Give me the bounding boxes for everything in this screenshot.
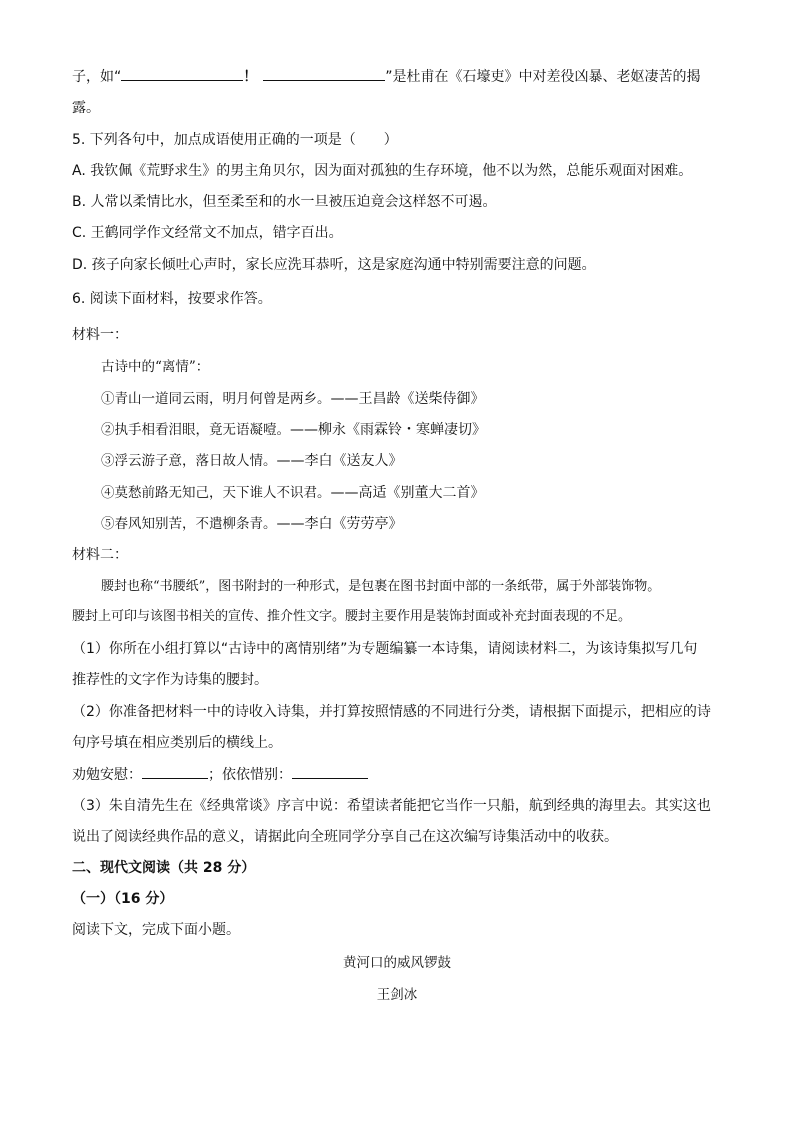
category-fill-line — [72, 764, 368, 785]
poem-verse: ②执手相看泪眼，竟无语凝噎。 — [101, 422, 290, 438]
poem-line — [101, 483, 485, 503]
q5-stem: 5. 下列各句中，加点成语使用正确的一项是（ ） — [72, 132, 398, 148]
poem-source: ——李白《劳劳亭》 — [276, 516, 403, 532]
sub-question-3: （3）朱自清先生在《经典常谈》序言中说：希望读者能把它当作一只船，航到经典的海里去。其实这也 — [72, 798, 711, 814]
q6-stem: 6. 阅读下面材料，按要求作答。 — [72, 291, 272, 307]
answer-blank-2[interactable] — [263, 66, 385, 81]
article-title: 黄河口的威风锣鼓 — [343, 955, 451, 971]
poem-source: ——李白《送友人》 — [276, 453, 403, 469]
q5-option-d: D. 孩子向家长倾吐心声时，家长应洗耳恭听，这是家庭沟通中特别需要注意的问题。 — [72, 257, 596, 273]
sub-question-2: （2）你准备把材料一中的诗收入诗集，并打算按照情感的不同进行分类，请根据下面提示，把相应的诗 — [72, 704, 711, 720]
poem-line — [101, 451, 403, 471]
poem-verse: ④莫愁前路无知己，天下谁人不识君。 — [101, 485, 331, 501]
q4-prefix: 子，如“ — [72, 69, 122, 85]
q5-option-b: B. 人常以柔情比水，但至柔至和的水一旦被压迫竟会这样怒不可遏。 — [72, 194, 497, 210]
section-heading: 二、现代文阅读（共 28 分） — [72, 860, 256, 876]
poem-source: ——柳永《雨霖铃・寒蝉凄切》 — [290, 422, 486, 438]
material2-label: 材料二： — [72, 547, 128, 563]
q5-option-a: A. 我钦佩《荒野求生》的男主角贝尔，因为面对孤独的生存环境，他不以为然，总能乐观面对困难。 — [72, 163, 693, 179]
poem-verse: ③浮云游子意，落日故人情。 — [101, 453, 277, 469]
poem-line — [101, 420, 486, 440]
answer-blank-1[interactable] — [121, 66, 243, 81]
category-separator: ； — [208, 767, 222, 783]
sub-question-3-cont: 说出了阅读经典作品的意义，请据此向全班同学分享自己在这次编写诗集活动中的收获。 — [72, 829, 618, 845]
poem-line — [101, 389, 485, 409]
poem-source: ——高适《别董大二首》 — [330, 485, 485, 501]
material1-intro: 古诗中的“离情”： — [101, 359, 210, 375]
q4-line — [72, 66, 701, 87]
q4-continuation: 露。 — [72, 100, 100, 116]
category-encourage-label: 劝勉安慰： — [72, 767, 142, 783]
part-heading: （一）（16 分） — [72, 891, 174, 907]
q5-option-c: C. 王鹤同学作文经常文不加点，错字百出。 — [72, 225, 343, 241]
reading-instruction: 阅读下文，完成下面小题。 — [72, 922, 240, 938]
material1-label: 材料一： — [72, 327, 128, 343]
category-farewell-label: 依依惜别： — [222, 767, 292, 783]
poem-verse: ①青山一道同云雨，明月何曾是两乡。 — [101, 391, 331, 407]
material2-text-line: 腰封也称“书腰纸”，图书附封的一种形式，是包裹在图书封面中部的一条纸带，属于外部装饰物。 — [101, 579, 661, 594]
q4-separator: ！ — [243, 69, 258, 85]
sub-question-1: （1）你所在小组打算以“古诗中的离情别绪”为专题编纂一本诗集，请阅读材料二，为该诗集拟写几句 — [72, 641, 698, 657]
poem-source: ——王昌龄《送柴侍御》 — [330, 391, 485, 407]
material2-text-line: 腰封上可印与该图书相关的宣传、推介性文字。腰封主要作用是装饰封面或补充封面表现的不足。 — [72, 609, 632, 624]
q4-suffix: ”是杜甫在《石壕吏》中对差役凶暴、老妪凄苦的揭 — [385, 69, 701, 85]
sub-question-2-cont: 句序号填在相应类别后的横线上。 — [72, 735, 282, 751]
encourage-answer-blank[interactable] — [142, 764, 208, 779]
poem-line — [101, 514, 403, 534]
poem-verse: ⑤春风知别苦，不遣柳条青。 — [101, 516, 277, 532]
farewell-answer-blank[interactable] — [292, 764, 368, 779]
sub-question-1-cont: 推荐性的文字作为诗集的腰封。 — [72, 672, 268, 688]
article-author: 王剑冰 — [376, 987, 418, 1003]
